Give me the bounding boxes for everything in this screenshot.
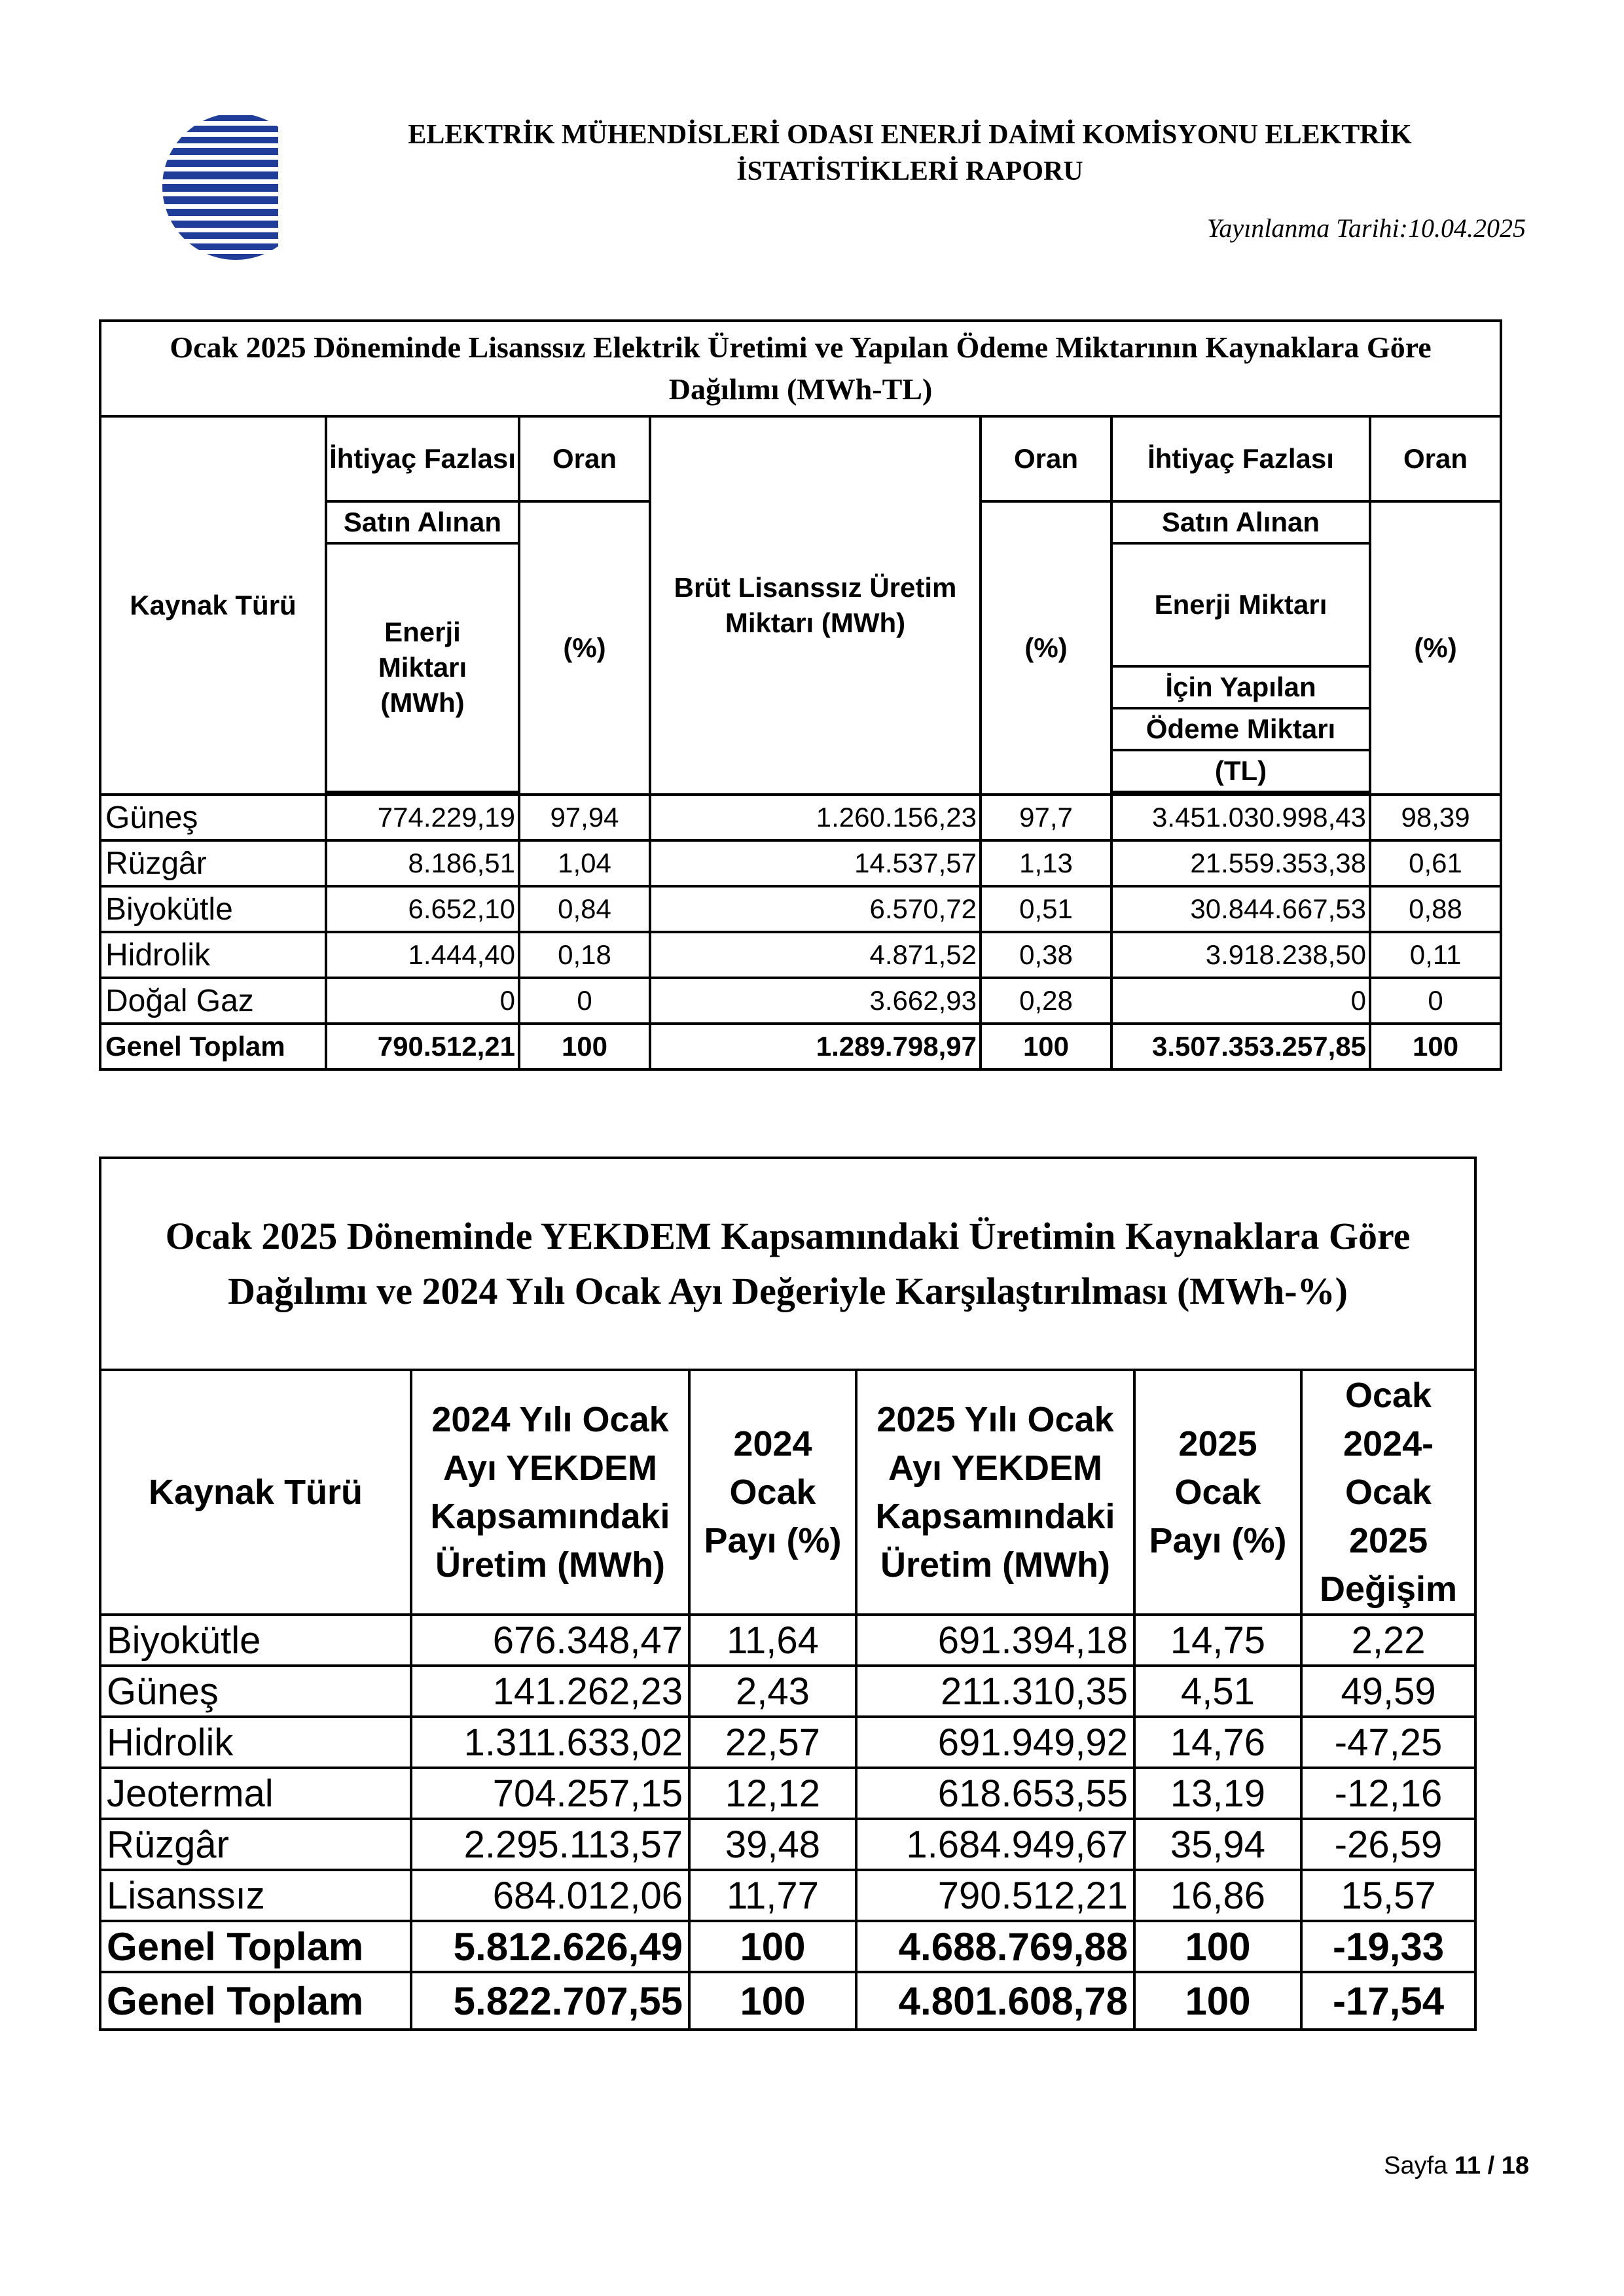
change: -26,59	[1301, 1819, 1475, 1870]
page-current: 11	[1454, 2152, 1481, 2179]
gross-production: 3.662,93	[650, 978, 981, 1024]
payment-amount: 3.451.030.998,43	[1111, 795, 1370, 840]
header-enerji-miktari: Enerji Miktarı	[1111, 543, 1370, 666]
ratio: 100	[1370, 1024, 1501, 1069]
table-row	[100, 1666, 1475, 1717]
ratio: 1,13	[981, 840, 1111, 886]
share-2024: 100	[689, 1921, 856, 1972]
source-name: Hidrolik	[100, 1717, 411, 1768]
production-2024: 5.822.707,55	[411, 1972, 689, 2030]
ratio: 0,28	[981, 978, 1111, 1024]
ratio: 1,04	[519, 840, 650, 886]
source-name: Rüzgâr	[100, 1819, 411, 1870]
source-name: Lisanssız	[100, 1870, 411, 1921]
gross-production: 1.289.798,97	[650, 1024, 981, 1069]
change: -47,25	[1301, 1717, 1475, 1768]
production-2025: 691.394,18	[856, 1615, 1134, 1666]
header-percent: (%)	[519, 501, 650, 795]
ratio: 0,84	[519, 886, 650, 932]
energy-amount: 790.512,21	[326, 1024, 519, 1069]
production-2024: 5.812.626,49	[411, 1921, 689, 1972]
source-name: Doğal Gaz	[100, 978, 326, 1024]
ratio: 0,51	[981, 886, 1111, 932]
header-uretim-2025: 2025 Yılı Ocak Ayı YEKDEM Kapsamındaki Üretim (MWh)	[856, 1370, 1134, 1615]
yekdem-production-table	[99, 1157, 1477, 2031]
header-kaynak-turu: Kaynak Türü	[100, 1370, 411, 1615]
share-2024: 100	[689, 1972, 856, 2030]
payment-amount: 3.918.238,50	[1111, 932, 1370, 978]
production-2025: 4.688.769,88	[856, 1921, 1134, 1972]
table-row	[100, 1768, 1475, 1819]
share-2025: 14,75	[1134, 1615, 1301, 1666]
ratio: 0,88	[1370, 886, 1501, 932]
table-row	[100, 1717, 1475, 1768]
production-2025: 4.801.608,78	[856, 1972, 1134, 2030]
page-label: Sayfa	[1384, 2152, 1448, 2179]
gross-production: 1.260.156,23	[650, 795, 981, 840]
report-title-line2: İSTATİSTİKLERİ RAPORU	[736, 156, 1083, 187]
total-label: Genel Toplam	[100, 1972, 411, 2030]
source-name: Güneş	[100, 1666, 411, 1717]
production-2025: 618.653,55	[856, 1768, 1134, 1819]
unlicensed-production-table	[99, 319, 1502, 1071]
table-row	[100, 1870, 1475, 1921]
report-title-line1: ELEKTRİK MÜHENDİSLERİ ODASI ENERJİ DAİMİ KOMİSYONU ELEKTRİK	[408, 120, 1412, 150]
table2-title-line2: Dağılımı ve 2024 Yılı Ocak Ayı Değeriyle Karşılaştırılması (MWh-%)	[228, 1270, 1348, 1312]
table2-title-line1: Ocak 2025 Döneminde YEKDEM Kapsamındaki Üretimin Kaynaklara Göre	[165, 1215, 1411, 1257]
production-2024: 141.262,23	[411, 1666, 689, 1717]
header-uretim-2024: 2024 Yılı Ocak Ayı YEKDEM Kapsamındaki Üretim (MWh)	[411, 1370, 689, 1615]
total-row	[100, 1921, 1475, 1972]
source-name: Biyokütle	[100, 886, 326, 932]
ratio: 0,38	[981, 932, 1111, 978]
ratio: 100	[981, 1024, 1111, 1069]
ratio: 97,94	[519, 795, 650, 840]
table-row	[100, 1819, 1475, 1870]
header-ihtiyac-fazlasi: İhtiyaç Fazlası	[326, 416, 519, 501]
total-label: Genel Toplam	[100, 1921, 411, 1972]
energy-amount: 774.229,19	[326, 795, 519, 840]
header-percent: (%)	[981, 501, 1111, 795]
source-name: Biyokütle	[100, 1615, 411, 1666]
change: 49,59	[1301, 1666, 1475, 1717]
change: 15,57	[1301, 1870, 1475, 1921]
change: -12,16	[1301, 1768, 1475, 1819]
share-2025: 4,51	[1134, 1666, 1301, 1717]
table-row	[100, 886, 1501, 932]
production-2024: 2.295.113,57	[411, 1819, 689, 1870]
energy-amount: 6.652,10	[326, 886, 519, 932]
ratio: 100	[519, 1024, 650, 1069]
table-row	[100, 1615, 1475, 1666]
header-icin-yapilan: İçin Yapılan	[1111, 666, 1370, 708]
ratio: 0,18	[519, 932, 650, 978]
table-row	[100, 978, 1501, 1024]
share-2025: 100	[1134, 1972, 1301, 2030]
ratio: 98,39	[1370, 795, 1501, 840]
report-title	[327, 117, 1492, 190]
header-pay-2024: 2024 Ocak Payı (%)	[689, 1370, 856, 1615]
share-2025: 14,76	[1134, 1717, 1301, 1768]
energy-amount: 0	[326, 978, 519, 1024]
share-2025: 16,86	[1134, 1870, 1301, 1921]
production-2024: 704.257,15	[411, 1768, 689, 1819]
share-2024: 39,48	[689, 1819, 856, 1870]
payment-amount: 0	[1111, 978, 1370, 1024]
energy-amount: 8.186,51	[326, 840, 519, 886]
page-number	[1384, 2152, 1529, 2180]
page-separator: /	[1487, 2152, 1495, 2179]
production-2024: 676.348,47	[411, 1615, 689, 1666]
table1-title: Ocak 2025 Döneminde Lisanssız Elektrik Üretimi ve Yapılan Ödeme Miktarının Kaynaklara Göre Dağılımı (MWh-TL)	[100, 321, 1501, 416]
header-degisim: Ocak 2024- Ocak 2025 Değişim	[1301, 1370, 1475, 1615]
share-2024: 2,43	[689, 1666, 856, 1717]
source-name: Rüzgâr	[100, 840, 326, 886]
gross-production: 6.570,72	[650, 886, 981, 932]
header-pay-2025: 2025 Ocak Payı (%)	[1134, 1370, 1301, 1615]
header-percent: (%)	[1370, 501, 1501, 795]
production-2025: 790.512,21	[856, 1870, 1134, 1921]
page-total: 18	[1501, 2152, 1529, 2179]
share-2024: 11,77	[689, 1870, 856, 1921]
header-tl: (TL)	[1111, 750, 1370, 792]
share-2025: 35,94	[1134, 1819, 1301, 1870]
production-2025: 211.310,35	[856, 1666, 1134, 1717]
change: 2,22	[1301, 1615, 1475, 1666]
header-satin-alinan: Satın Alınan	[1111, 501, 1370, 543]
ratio: 0,11	[1370, 932, 1501, 978]
production-2024: 1.311.633,02	[411, 1717, 689, 1768]
production-2025: 1.684.949,67	[856, 1819, 1134, 1870]
total-row	[100, 1024, 1501, 1069]
change: -19,33	[1301, 1921, 1475, 1972]
table-row	[100, 932, 1501, 978]
table-row	[100, 840, 1501, 886]
table-row	[100, 795, 1501, 840]
ratio: 0	[1370, 978, 1501, 1024]
header-ihtiyac-fazlasi: İhtiyaç Fazlası	[1111, 416, 1370, 501]
production-2025: 691.949,92	[856, 1717, 1134, 1768]
ratio: 97,7	[981, 795, 1111, 840]
header-odeme-miktari: Ödeme Miktarı	[1111, 708, 1370, 750]
publication-date: Yayınlanma Tarihi:10.04.2025	[1206, 213, 1526, 243]
share-2024: 12,12	[689, 1768, 856, 1819]
ratio: 0,61	[1370, 840, 1501, 886]
header-satin-alinan: Satın Alınan	[326, 501, 519, 543]
source-name: Hidrolik	[100, 932, 326, 978]
payment-amount: 30.844.667,53	[1111, 886, 1370, 932]
share-2025: 100	[1134, 1921, 1301, 1972]
header-brut-uretim: Brüt Lisanssız Üretim Miktarı (MWh)	[650, 416, 981, 795]
change: -17,54	[1301, 1972, 1475, 2030]
emo-logo-icon	[147, 111, 311, 262]
header-oran: Oran	[519, 416, 650, 501]
header-oran: Oran	[1370, 416, 1501, 501]
ratio: 0	[519, 978, 650, 1024]
energy-amount: 1.444,40	[326, 932, 519, 978]
table2-title	[100, 1158, 1475, 1370]
header-oran: Oran	[981, 416, 1111, 501]
source-name: Güneş	[100, 795, 326, 840]
gross-production: 4.871,52	[650, 932, 981, 978]
share-2025: 13,19	[1134, 1768, 1301, 1819]
header-kaynak-turu: Kaynak Türü	[100, 416, 326, 795]
payment-amount: 21.559.353,38	[1111, 840, 1370, 886]
source-name: Jeotermal	[100, 1768, 411, 1819]
production-2024: 684.012,06	[411, 1870, 689, 1921]
total-label: Genel Toplam	[100, 1024, 326, 1069]
total-row	[100, 1972, 1475, 2030]
header-enerji-miktari: Enerji Miktarı (MWh)	[326, 543, 519, 792]
gross-production: 14.537,57	[650, 840, 981, 886]
share-2024: 22,57	[689, 1717, 856, 1768]
share-2024: 11,64	[689, 1615, 856, 1666]
payment-amount: 3.507.353.257,85	[1111, 1024, 1370, 1069]
